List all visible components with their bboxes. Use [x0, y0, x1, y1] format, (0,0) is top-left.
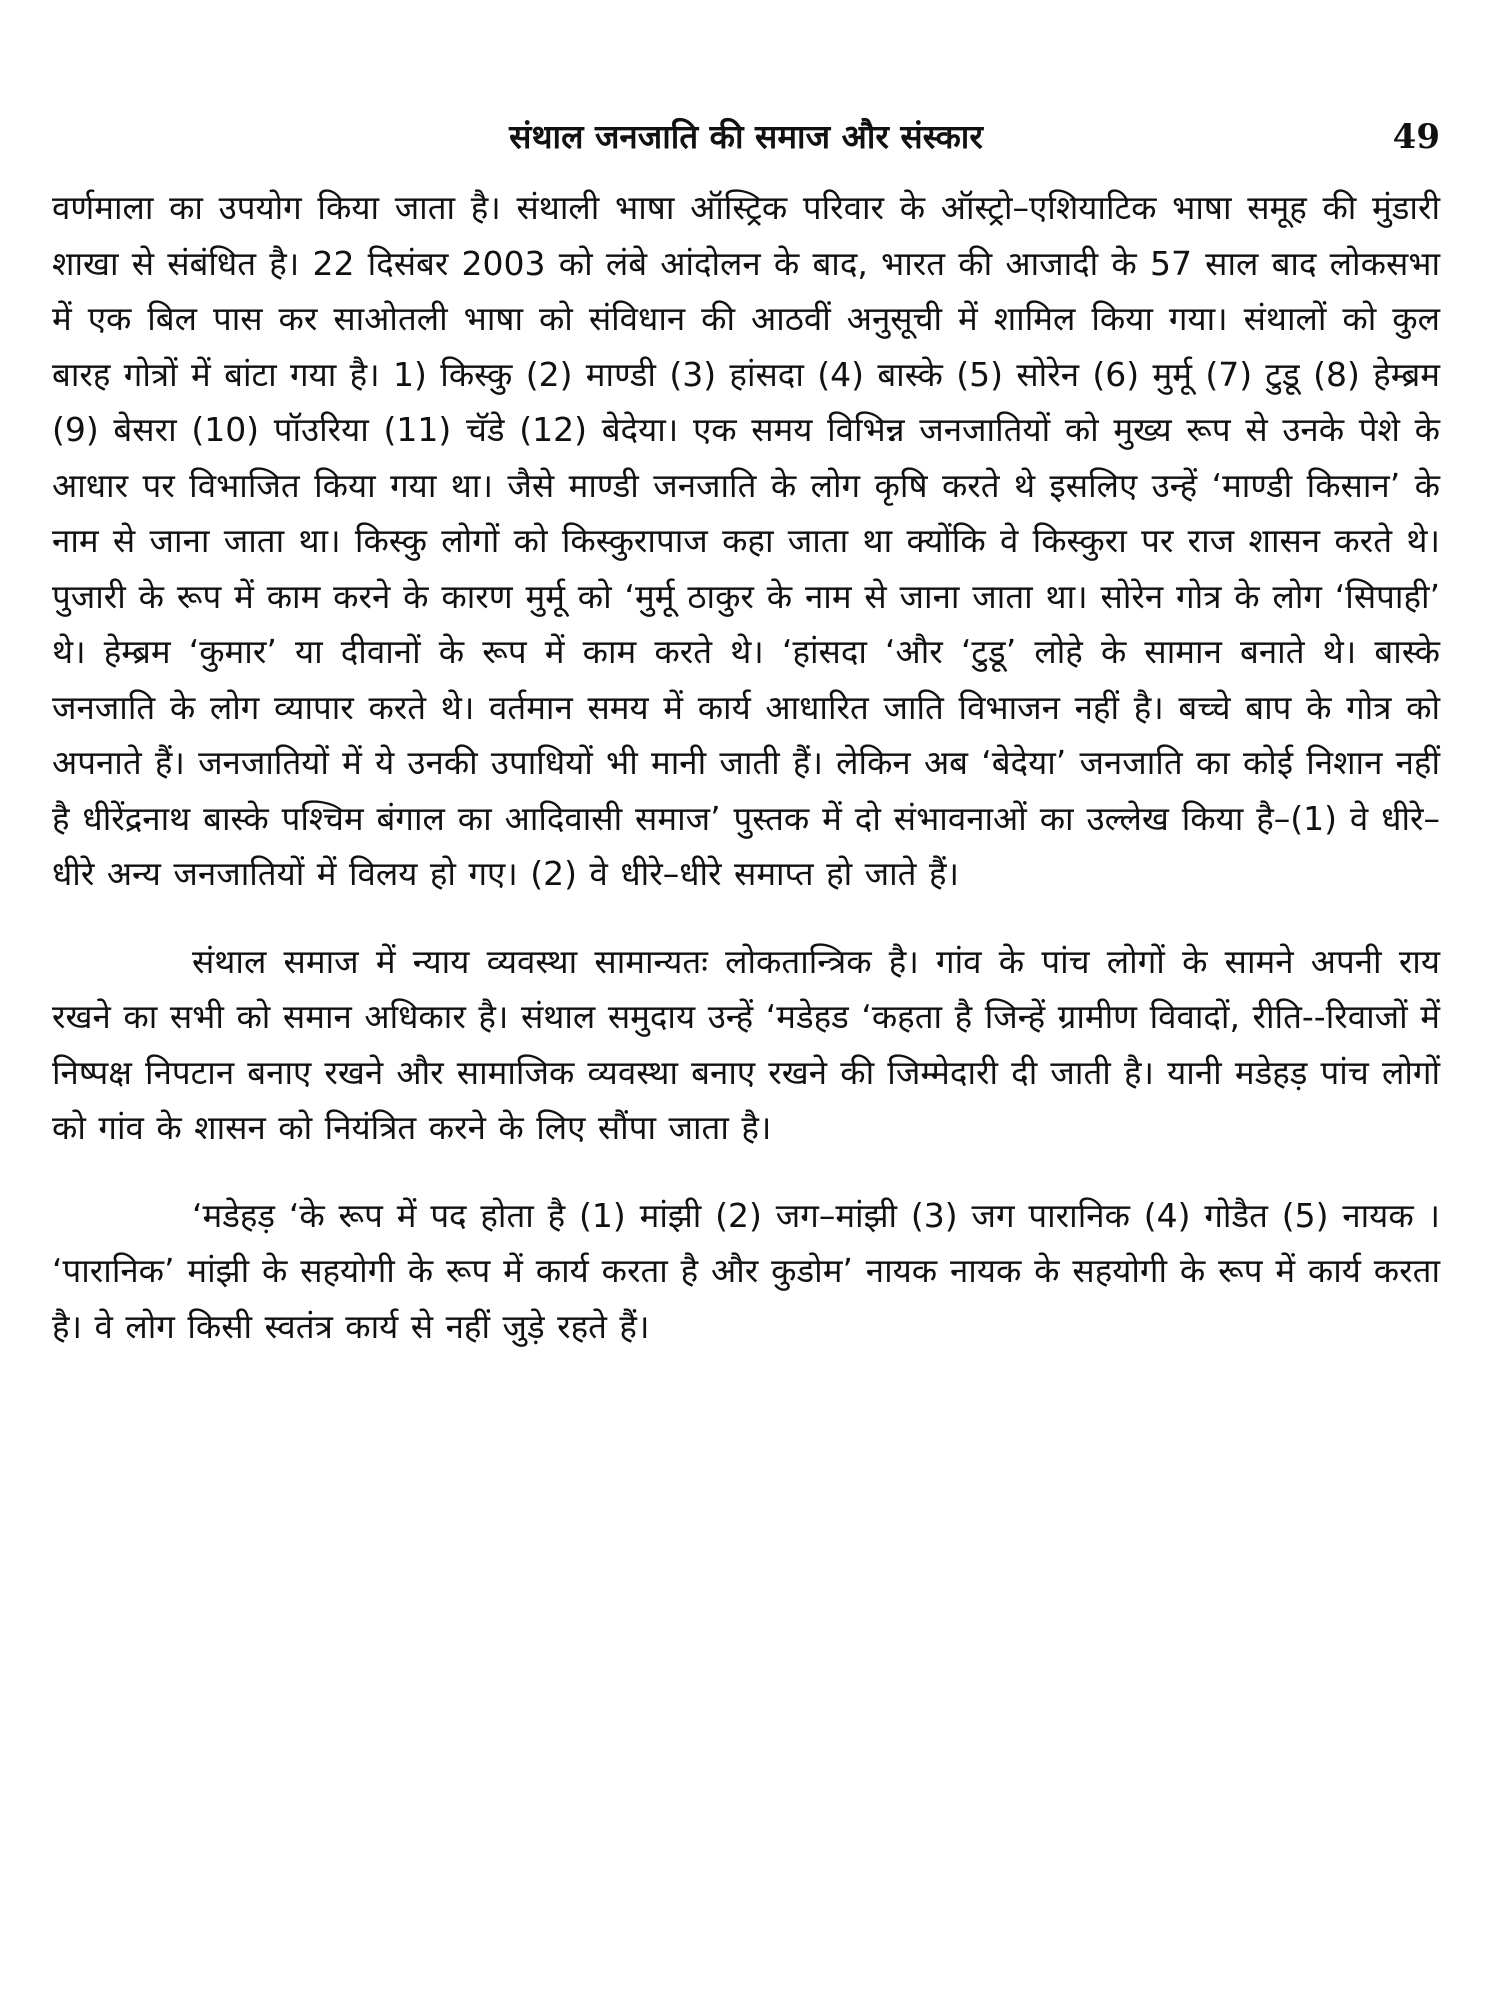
page-number: 49	[1392, 117, 1440, 157]
paragraph-justice-system: संथाल समाज में न्याय व्यवस्था सामान्यतः लोकतान्त्रिक है। गांव के पांच लोगों के सामने अपनी राय रखने का सभी को समान अधिकार है। संथाल समुदाय उन्हें ‘मडेहड ‘कहता है जिन्हें ग्रामीण विवादों, रीति--रिवाजों में निष्पक्ष निपटान बनाए रखने और सामाजिक व्यवस्था बनाए रखने की जिम्मेदारी दी जाती है। यानी मडेहड़ पांच लोगों को गांव के शासन को नियंत्रित करने के लिए सौंपा जाता है।	[52, 941, 1440, 1147]
body-text	[52, 180, 1440, 1354]
paragraph-madehad-posts: ‘मडेहड़ ‘के रूप में पद होता है (1) मांझी (2) जग–मांझी (3) जग पारानिक (4) गोडैत (5) नायक । ‘पारानिक’ मांझी के सहयोगी के रूप में कार्य करता है और कुडोम’ नायक नायक के सहयोगी के रूप में कार्य करता है। वे लोग किसी स्वतंत्र कार्य से नहीं जुड़े रहते हैं।	[52, 1195, 1440, 1346]
running-header	[52, 112, 1440, 168]
paragraph-gotra-clans: वर्णमाला का उपयोग किया जाता है। संथाली भाषा ऑस्ट्रिक परिवार के ऑस्ट्रो–एशियाटिक भाषा समूह की मुंडारी शाखा से संबंधित है। 22 दिसंबर 2003 को लंबे आंदोलन के बाद, भारत की आजादी के 57 साल बाद लोकसभा में एक बिल पास कर साओतली भाषा को संविधान की आठवीं अनुसूची में शामिल किया गया। संथालों को कुल बारह गोत्रों में बांटा गया है। 1) किस्कु (2) माण्डी (3) हांसदा (4) बास्के (5) सोरेन (6) मुर्मू (7) टुडू (8) हेम्ब्रम (9) बेसरा (10) पॉउरिया (11) चॅडे (12) बेदेया। एक समय विभिन्न जनजातियों को मुख्य रूप से उनके पेशे के आधार पर विभाजित किया गया था। जैसे माण्डी जनजाति के लोग कृषि करते थे इसलिए उन्हें ‘माण्डी किसान’ के नाम से जाना जाता था। किस्कु लोगों को किस्कुरापाज कहा जाता था क्योंकि वे किस्कुरा पर राज शासन करते थे। पुजारी के रूप में काम करने के कारण मुर्मू को ‘मुर्मू ठाकुर के नाम से जाना जाता था। सोरेन गोत्र के लोग ‘सिपाही’ थे। हेम्ब्रम ‘कुमार’ या दीवानों के रूप में काम करते थे। ‘हांसदा ‘और ‘टुडू’ लोहे के सामान बनाते थे। बास्के जनजाति के लोग व्यापार करते थे। वर्तमान समय में कार्य आधारित जाति विभाजन नहीं है। बच्चे बाप के गोत्र को अपनाते हैं। जनजातियों में ये उनकी उपाधियों भी मानी जाती हैं। लेकिन अब ‘बेदेया’ जनजाति का कोई निशान नहीं है धीरेंद्रनाथ बास्के पश्चिम बंगाल का आदिवासी समाज’ पुस्तक में दो संभावनाओं का उल्लेख किया है–(1) वे धीरे–धीरे अन्य जनजातियों में विलय हो गए। (2) वे धीरे–धीरे समाप्त हो जाते हैं।	[52, 188, 1440, 893]
chapter-title: संथाल जनजाति की समाज और संस्कार	[509, 117, 983, 156]
